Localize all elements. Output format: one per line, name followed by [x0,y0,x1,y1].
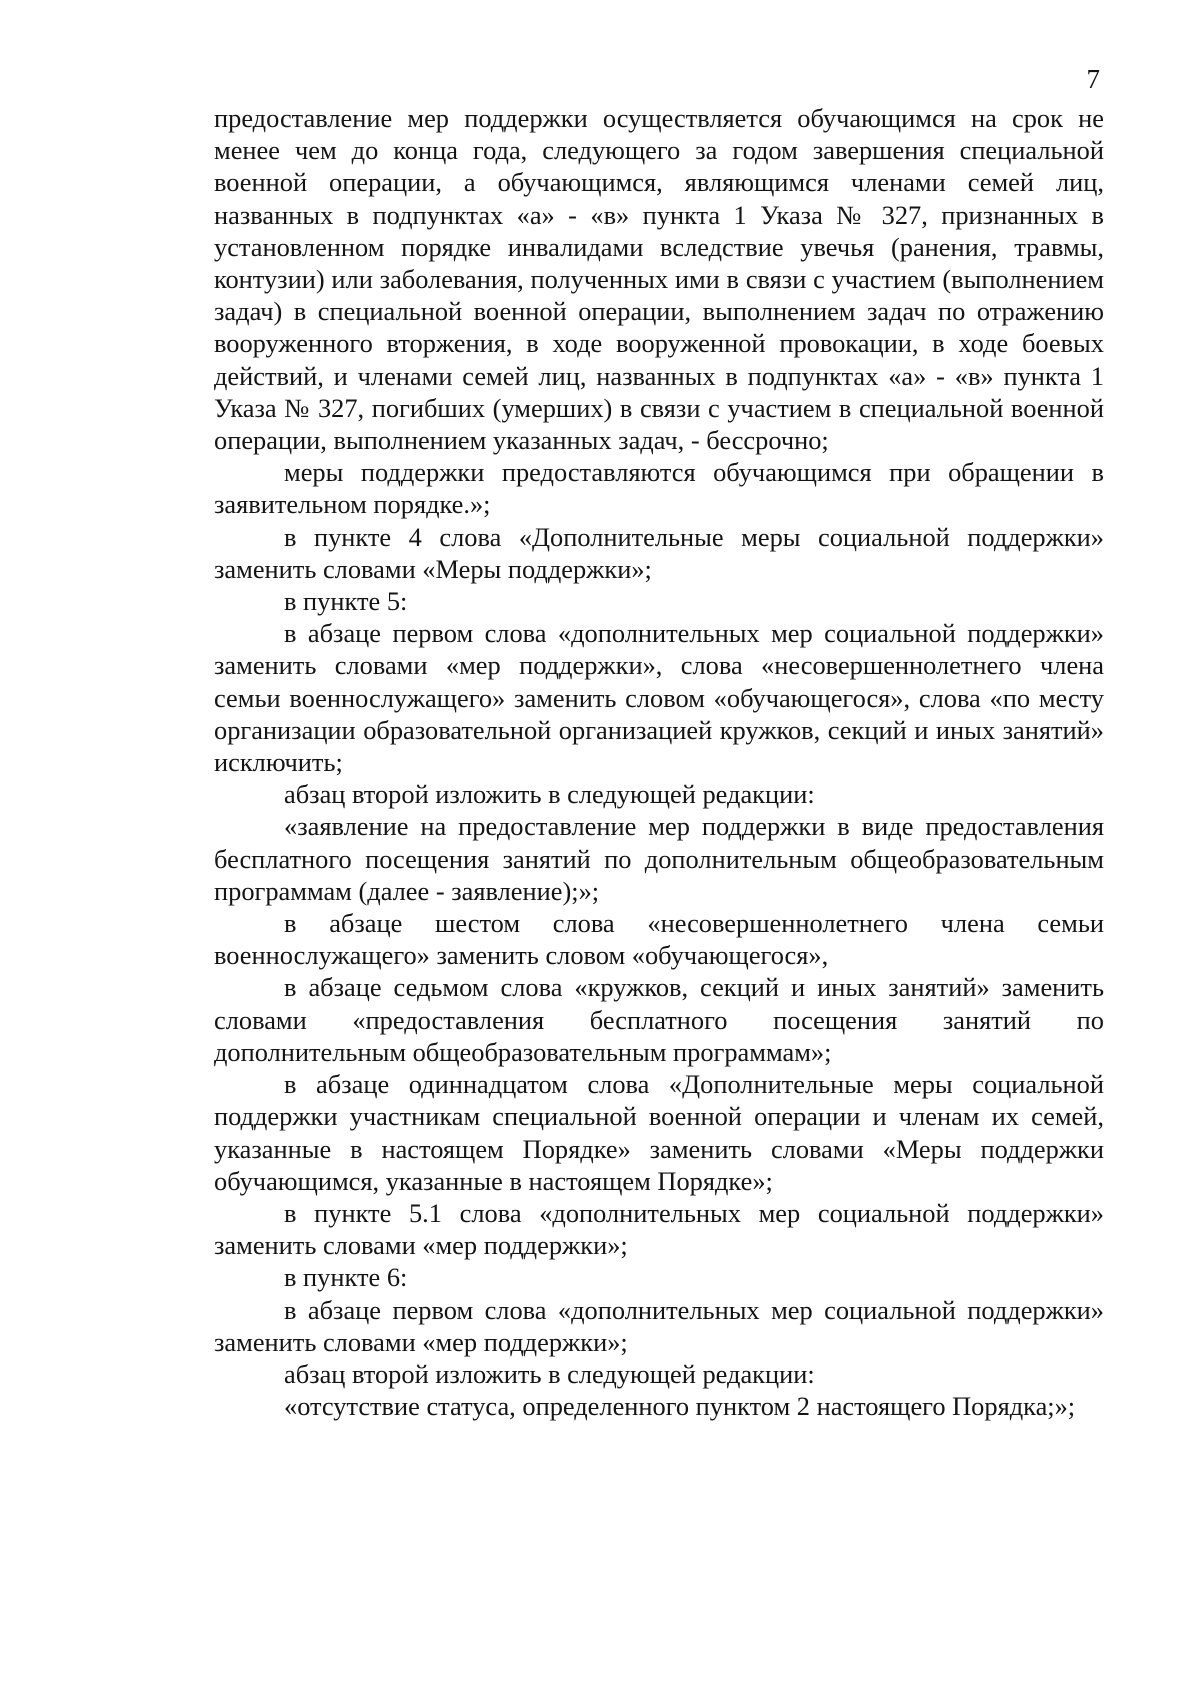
paragraph: в абзаце первом слова «дополнительных мер социальной поддержки» заменить словами «мер поддержки», слова «несовершеннолетнего члена семьи военнослужащего» заменить словом «обучающегося», слова «по месту организации образовательной организацией кружков, секций и иных занятий» исключить; [214,618,1104,778]
paragraph: в абзаце шестом слова «несовершеннолетнего члена семьи военнослужащего» заменить словом «обучающегося», [214,908,1104,971]
paragraph: «заявление на предоставление мер поддержки в виде предоставления бесплатного посещения занятий по дополнительным общеобразовательным программам (далее - заявление);»; [214,811,1104,906]
paragraph: «отсутствие статуса, определенного пунктом 2 настоящего Порядка;»; [284,1391,1076,1422]
page-number: 7 [1086,64,1100,94]
paragraph: абзац второй изложить в следующей редакции: [284,1358,815,1389]
paragraph: предоставление мер поддержки осуществляется обучающимся на срок не менее чем до конца года, следующего за годом завершения специальной военной операции, а обучающимся, являющимся членами семей лиц, названных в подпунктах «а» - «в» пункта 1 Указа № 327, признанных в установленном порядке инвалидами вследствие увечья (ранения, травмы, контузии) или заболевания, полученных ими в связи с участием (выполнением задач) в специальной военной операции, выполнением задач по отражению вооруженного вторжения, в ходе вооруженной провокации, в ходе боевых действий, и членами семей лиц, названных в подпунктах «а» - «в» пункта 1 Указа № 327, погибших (умерших) в связи с участием в специальной военной операции, выполнением указанных задач, - бессрочно; [214,103,1104,456]
paragraph: в абзаце седьмом слова «кружков, секций и иных занятий» заменить словами «предоставления бесплатного посещения занятий по дополнительным общеобразовательным программам»; [214,972,1104,1067]
document-body [214,102,1104,1422]
paragraph: абзац второй изложить в следующей редакции: [284,779,815,810]
paragraph: в пункте 5: [284,586,408,617]
paragraph: в пункте 4 слова «Дополнительные меры социальной поддержки» заменить словами «Меры поддержки»; [214,521,1104,584]
paragraph: в пункте 5.1 слова «дополнительных мер социальной поддержки» заменить словами «мер поддержки»; [214,1197,1104,1261]
paragraph: меры поддержки предоставляются обучающимся при обращении в заявительном порядке.»; [214,457,1104,520]
paragraph: в абзаце первом слова «дополнительных мер социальной поддержки» заменить словами «мер поддержки»; [214,1294,1104,1357]
paragraph: в пункте 6: [284,1262,408,1293]
paragraph: в абзаце одиннадцатом слова «Дополнительные меры социальной поддержки участникам специальной военной операции и членам их семей, указанные в настоящем Порядке» заменить словами «Меры поддержки обучающимся, указанные в настоящем Порядке»; [214,1069,1104,1196]
